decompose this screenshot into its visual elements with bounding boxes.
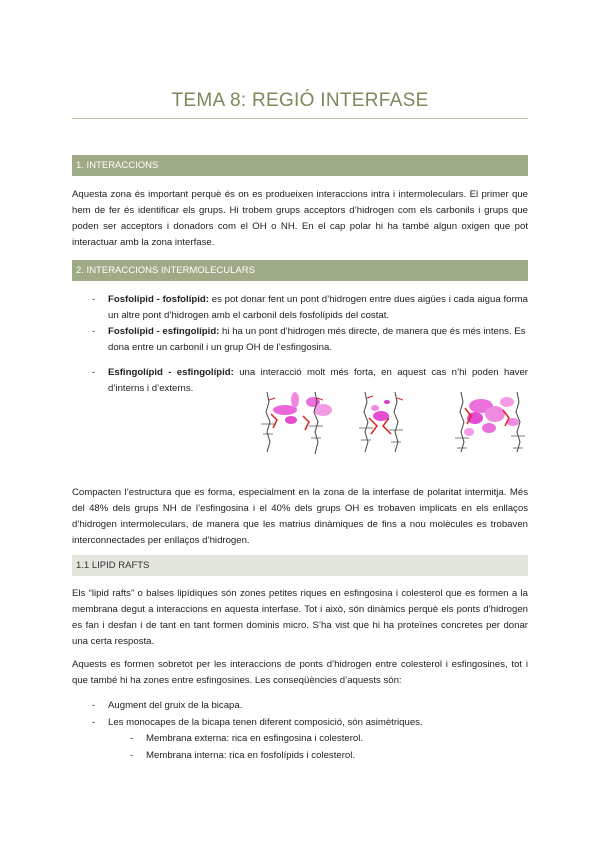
bullet-fosfolipid-fosfolipid [108, 292, 528, 324]
title-divider [72, 118, 528, 119]
bullet-fosfolipid-esfingolipid [108, 324, 528, 356]
section-heading-interaccions: 1. INTERACCIONS [72, 155, 528, 176]
list-item-monocapes: Les monocapes de la bicapa tenen diferent composició, són asimètriques. [108, 717, 423, 728]
sublist-dash: - [130, 750, 134, 761]
bullet-term: Fosfolípid - fosfolípid: [108, 294, 209, 305]
bullet-text: hi ha un pont d’hidrogen més directe, de manera que és més intens. Es dona entre un carbonil i un grup OH de l’esfingosina. [108, 326, 526, 353]
fosfolipid-fosfolipid-diagram [261, 392, 332, 454]
sublist-item-interna: Membrana interna: rica en fosfolípids i colesterol. [146, 750, 356, 761]
bullet-term: Esfingolípid - esfingolípid: [108, 367, 234, 378]
bullet-text: una interacció molt més forta, en aquest cas n’hi poden haver d’interns i d’externs. [108, 367, 528, 394]
list-item-gruix: Augment del gruix de la bicapa. [108, 700, 243, 711]
section-heading-lipid-rafts: 1.1 LIPID RAFTS [72, 555, 528, 576]
list-dash: - [92, 717, 96, 728]
bullet-term: Fosfolípid - esfingolípid: [108, 326, 220, 337]
esfingolipid-esfingolipid-diagram [455, 392, 525, 452]
section-heading-intermoleculars: 2. INTERACCIONS INTERMOLECULARS [72, 260, 528, 281]
paragraph-interaccions: Aquesta zona és important perquè és on es produeixen interaccions intra i intermoleculars. El primer que hem de fer és identificar els grups. Hi trobem grups acceptors d’hidrogen com els carbonils i grups que poden ser acceptors i donadors com el OH o NH. En el cap polar hi ha també algun oxigen que pot interactuar amb la zona interfase. [72, 189, 528, 248]
paragraph-consequencies: Aquests es formen sobretot per les interaccions de ponts d’hidrogen entre colesterol i esfingosines, tot i que també hi ha zones entre esfingosines. Les conseqüències d’aquests són: [72, 659, 528, 686]
paragraph-lipid-rafts: Els “lipid rafts” o balses lipídiques són zones petites riques en esfingosina i colesterol que es formen a la membrana degut a interaccions en aquesta interfase. Tot i això, són dinàmics perquè els ponts d’hidrogen es fan i desfan i de tant en tant formen dominis micro. S’ha vist que hi ha proteïnes concretes per donar una certa resposta. [72, 588, 528, 647]
list-dash: - [92, 700, 96, 711]
paragraph-compacten: Compacten l’estructura que es forma, especialment en la zona de la interfase de polaritat intermitja. Més del 48% dels grups NH de l’esfingosina i el 40% dels grups OH es trobaven implicats en els enllaços d’hidrogen intermoleculars, de manera que les matrius dinàmiques de fins a nou molècules es trobaven interconnectades per enllaços d’hidrogen. [72, 487, 528, 546]
sublist-item-externa: Membrana externa: rica en esfingosina i colesterol. [146, 733, 364, 744]
fosfolipid-esfingolipid-diagram [359, 392, 403, 452]
bullet-text: es pot donar fent un pont d’hidrogen entre dues aigües i cada aigua forma un altre pont d’hidrogen amb el carbonil dels fosfolípids del costat. [108, 294, 528, 321]
bullet-dash: - [92, 367, 96, 378]
bullet-dash: - [92, 294, 96, 305]
hydrogen-bond-figure [255, 388, 535, 466]
sublist-dash: - [130, 733, 134, 744]
bullet-dash: - [92, 326, 96, 337]
page-title: TEMA 8: REGIÓ INTERFASE [171, 90, 429, 111]
